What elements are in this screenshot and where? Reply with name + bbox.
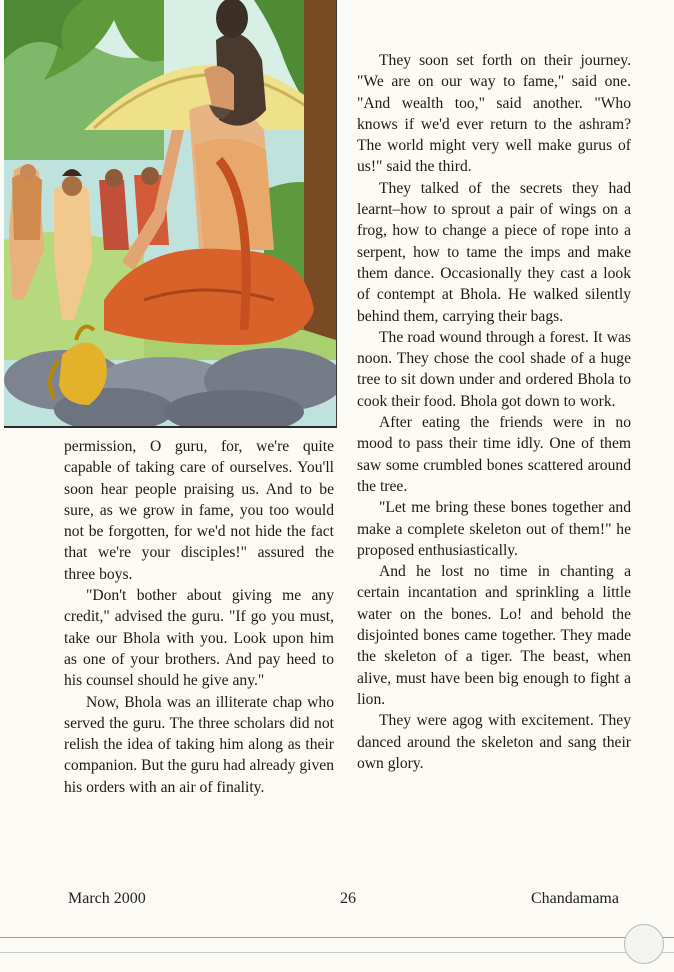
- page-bottom-rule-secondary: [0, 952, 674, 953]
- page-number: 26: [340, 890, 356, 907]
- paragraph: They were agog with excitement. They danced around the skeleton and sang their own glory.: [357, 712, 631, 772]
- magazine-name: Chandamama: [531, 890, 619, 907]
- paragraph: permission, O guru, for, we're quite capable of taking care of ourselves. You'll soon hear people praising us. And to be sure, as we grow in fame, you too would not be forgotten, for we'd not hide the fact that we're your disciples!" assured the three boys.: [64, 438, 334, 583]
- paragraph: And he lost no time in chanting a certain incantation and sprinkling a little water on the bones. Lo! and behold the disjointed bones came together. They made the skeleton of a tiger. The beast, when alive, must have been big enough to fight a lion.: [357, 563, 631, 708]
- paragraph: The road wound through a forest. It was noon. They chose the cool shade of a huge tree to sit down under and ordered Bhola to cook their food. Bhola got down to work.: [357, 328, 631, 410]
- guru-and-disciples-illustration: [4, 0, 336, 426]
- page-bottom-rule: [0, 937, 674, 938]
- paragraph: They talked of the secrets they had learnt–how to sprout a pair of wings on a frog, how to change a piece of rope into a serpent, how to tame the imps and make them dance. Occasionally they cast a look of contempt at Bhola. He walked silently behind them, carrying their bags.: [357, 179, 631, 325]
- paragraph: Now, Bhola was an illiterate chap who served the guru. The three scholars did not relish the idea of taking him along as their companion. But the guru had already given his orders with an air of finality.: [64, 693, 334, 796]
- footer-issue-date: March 2000: [68, 890, 146, 907]
- library-stamp-icon: [624, 924, 664, 964]
- paragraph: After eating the friends were in no mood to pass their time idly. One of them saw some crumbled bones scattered around the tree.: [357, 414, 631, 495]
- right-text-column: [357, 50, 631, 774]
- story-illustration: [4, 0, 337, 428]
- paragraph: They soon set forth on their journey. "We are on our way to fame," said one. "And wealth too," said another. "Who knows if we'd ever return to the ashram? The world might very well make gurus of us!" said the third.: [357, 52, 631, 176]
- paragraph: "Let me bring these bones together and make a complete skeleton out of them!" he proposed enthusiastically.: [357, 499, 631, 559]
- left-text-column: [64, 436, 334, 798]
- paragraph: "Don't bother about giving me any credit," advised the guru. "If go you must, take our Bhola with you. Look upon him as one of your brothers. And pay heed to his counsel should he give any.": [64, 587, 334, 690]
